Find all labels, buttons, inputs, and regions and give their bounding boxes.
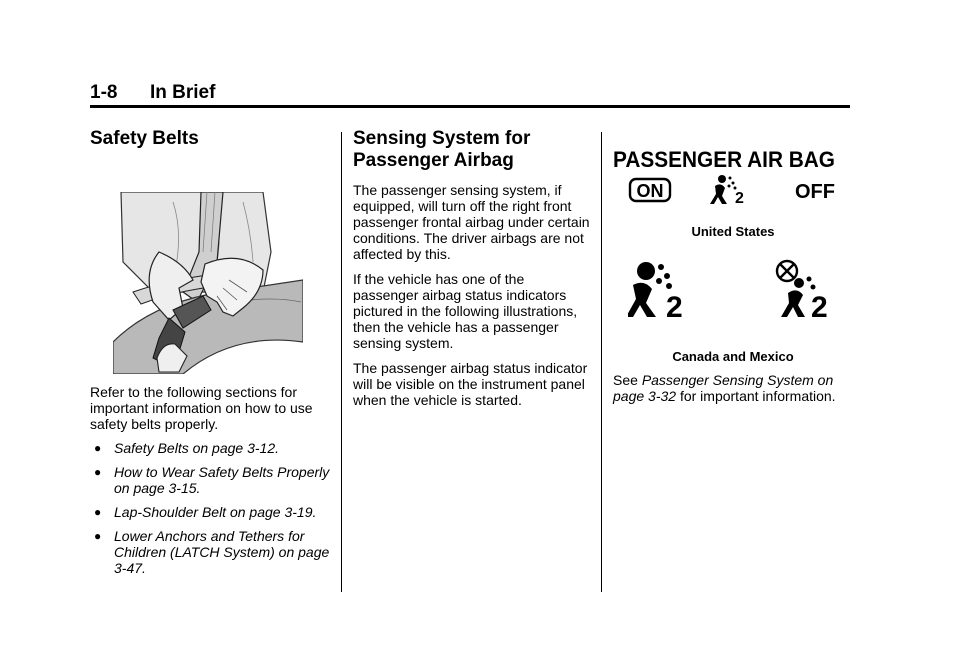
bullet-icon: ●	[94, 441, 102, 455]
svg-text:2: 2	[811, 291, 828, 321]
column-divider-2	[601, 132, 602, 592]
heading-safety-belts: Safety Belts	[90, 128, 199, 149]
bullet-icon: ●	[94, 465, 102, 479]
svg-text:2: 2	[666, 291, 683, 321]
reference-item[interactable]: ● Safety Belts on page 3-12.	[94, 440, 279, 456]
section-title: In Brief	[150, 82, 216, 103]
header-rule	[90, 105, 850, 108]
column-sensing-system	[353, 128, 593, 408]
safety-belt-illustration	[113, 192, 303, 374]
on-label: ON	[636, 181, 664, 201]
airbag-on-icon	[628, 259, 690, 321]
indicator-title: PASSENGER AIR BAG	[613, 148, 835, 172]
sensing-paragraph-2: If the vehicle has one of the passenger airbag status indicators pictured in the following illustrations, then the vehicle has a passenger sensing system.	[353, 271, 578, 351]
heading-sensing-system: Sensing System for Passenger Airbag	[353, 128, 531, 171]
column-safety-belts	[90, 128, 330, 576]
reference-item[interactable]: ● How to Wear Safety Belts Properly on page 3-15.	[94, 464, 330, 496]
reference-link[interactable]: Passenger Sensing System on page 3-32	[613, 372, 834, 404]
page-number: 1-8	[90, 82, 118, 103]
safety-belt-references	[90, 440, 330, 576]
canada-mexico-indicators	[613, 259, 853, 329]
reference-item[interactable]: ● Lap-Shoulder Belt on page 3-19.	[94, 504, 317, 520]
reference-item[interactable]: ● Lower Anchors and Tethers for Children (LATCH System) on page 3-47.	[94, 528, 330, 576]
safety-belts-intro: Refer to the following sections for important information on how to use safety belts properly.	[90, 384, 313, 432]
column-indicators	[613, 128, 853, 404]
see-reference: See Passenger Sensing System on page 3-32 for important information.	[613, 372, 836, 404]
passenger-airbag-icon	[710, 175, 744, 207]
caption-canada-mexico: Canada and Mexico	[672, 349, 794, 364]
bullet-icon: ●	[94, 505, 102, 519]
bullet-icon: ●	[94, 529, 102, 543]
caption-united-states: United States	[691, 224, 775, 239]
airbag-off-icon	[771, 259, 833, 321]
svg-text:2: 2	[735, 190, 744, 207]
page-header	[90, 82, 848, 106]
sensing-paragraph-3: The passenger airbag status indicator will be visible on the instrument panel when the vehicle is started.	[353, 360, 588, 408]
us-airbag-indicator	[613, 148, 838, 210]
sensing-paragraph-1: The passenger sensing system, if equipped, will turn off the right front passenger frontal airbag under certain conditions. The driver airbags are not affected by this.	[353, 182, 590, 262]
column-divider-1	[341, 132, 342, 592]
off-label: OFF	[795, 181, 835, 203]
